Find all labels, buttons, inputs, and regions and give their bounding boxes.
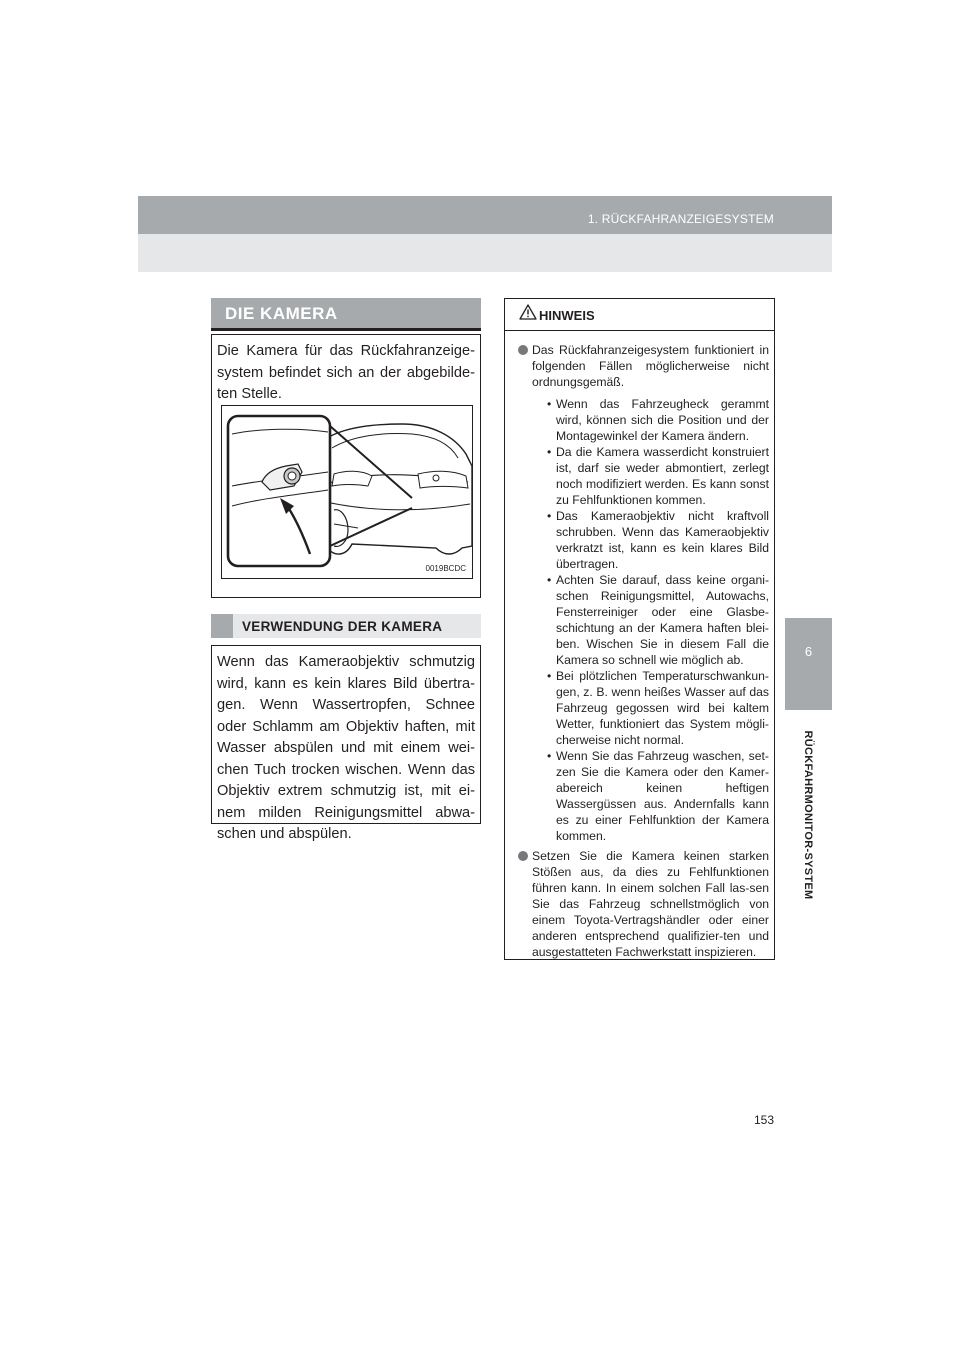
notice-header bbox=[505, 299, 774, 331]
notice-item bbox=[518, 342, 769, 844]
notice-subitem bbox=[532, 748, 769, 844]
camera-location-box bbox=[211, 334, 481, 598]
notice-subitem-text: Bei plötzlichen Temperaturschwankun-gen, z. B. wenn heißes Wasser auf das Fahrzeug gegossen wird bei kaltem Wetter, funktioniert das System mögli-cherweise nicht normal. bbox=[556, 669, 769, 747]
notice-box bbox=[504, 298, 775, 960]
notice-subitem-text: Wenn Sie das Fahrzeug waschen, set-zen Sie die Kamera oder den Kamer-abereich keinen heftigen Wassergüssen aus. Andernfalls kann es zu einer Fehlfunktion der Kamera kommen. bbox=[556, 749, 769, 843]
bullet-icon: • bbox=[547, 749, 552, 763]
header-subband bbox=[138, 234, 832, 272]
notice-subitem-text: Da die Kamera wasserdicht konstruiert ist, darf sie weder abmontiert, zerlegt noch modifiziert werden. Es kann sonst zu Fehlfunktionen kommen. bbox=[556, 445, 769, 507]
section-heading-camera-use-text: VERWENDUNG DER KAMERA bbox=[242, 619, 443, 634]
chapter-side-title-text: RÜCKFAHRMONITOR-SYSTEM bbox=[802, 730, 814, 900]
chapter-tab bbox=[785, 618, 832, 710]
notice-item-text: Das Rückfahranzeigesystem funktioniert in folgenden Fällen möglicherweise nicht ordnungsgemäß. bbox=[532, 343, 769, 389]
camera-use-text: Wenn das Kameraobjektiv schmutzig wird, kann es kein klares Bild übertra-gen. Wenn Wassertropfen, Schnee oder Schlamm am Objektiv haften, mit Wasser abspülen und mit einem wei-chen Tuch trocken wischen. Wenn das Objektiv extrem schmutzig ist, mit ei-nem milden Reinigungsmittel abwa-schen und abspülen. bbox=[217, 654, 475, 842]
notice-sublist bbox=[532, 396, 769, 844]
section-heading-camera bbox=[211, 298, 481, 331]
notice-subitem bbox=[532, 396, 769, 444]
notice-subitem bbox=[532, 508, 769, 572]
chapter-number: 6 bbox=[804, 644, 813, 659]
chapter-side-title bbox=[798, 725, 818, 905]
notice-item bbox=[518, 848, 769, 960]
notice-title: HINWEIS bbox=[539, 308, 595, 323]
notice-body bbox=[518, 342, 769, 964]
notice-item-text: Setzen Sie die Kamera keinen starken Stößen aus, da dies zu Fehlfunktionen führen kann. In einem solchen Fall las-sen Sie das Fahrzeug schnellstmöglich von einem Toyota-Vertragshändler oder einer anderen entsprechend qualifizier-ten und ausgestatteten Fachwerkstatt inspizieren. bbox=[532, 849, 769, 959]
bullet-icon: • bbox=[547, 669, 552, 683]
camera-location-text: Die Kamera für das Rückfahranzeige-system befindet sich an der abgebilde-ten Stelle. bbox=[217, 343, 475, 402]
notice-subitem bbox=[532, 444, 769, 508]
bullet-dot-icon bbox=[518, 345, 528, 355]
notice-subitem bbox=[532, 572, 769, 668]
page-number: 153 bbox=[753, 1113, 774, 1127]
warning-icon bbox=[519, 304, 537, 320]
bullet-icon: • bbox=[547, 509, 552, 523]
bullet-icon: • bbox=[547, 573, 552, 587]
bullet-dot-icon bbox=[518, 851, 528, 861]
notice-subitem-text: Wenn das Fahrzeugheck gerammt wird, können sich die Position und der Montagewinkel der Kamera ändern. bbox=[556, 397, 769, 443]
chapter-title: 1. RÜCKFAHRANZEIGESYSTEM bbox=[587, 212, 774, 226]
section-heading-camera-text: DIE KAMERA bbox=[225, 304, 338, 323]
bullet-icon: • bbox=[547, 445, 552, 459]
car-rear-illustration bbox=[222, 406, 472, 578]
notice-subitem-text: Achten Sie darauf, dass keine organi-schen Reinigungsmittel, Autowachs, Fensterreiniger oder eine Glasbe-schichtung an der Kamera haften blei-ben. Wischen Sie in diesem Fall die Kamera so schnell wie möglich ab. bbox=[556, 573, 769, 667]
figure-code: 0019BCDC bbox=[425, 564, 466, 573]
bullet-icon: • bbox=[547, 397, 552, 411]
section-heading-marker bbox=[211, 614, 233, 638]
section-heading-camera-use bbox=[211, 614, 481, 638]
header-band bbox=[138, 196, 832, 234]
camera-use-box bbox=[211, 645, 481, 842]
notice-subitem-text: Das Kameraobjektiv nicht kraftvoll schrubben. Wenn das Kameraobjektiv verkratzt ist, kann es kein klares Bild übertragen. bbox=[556, 509, 769, 571]
camera-location-figure bbox=[221, 405, 473, 579]
notice-subitem bbox=[532, 668, 769, 748]
